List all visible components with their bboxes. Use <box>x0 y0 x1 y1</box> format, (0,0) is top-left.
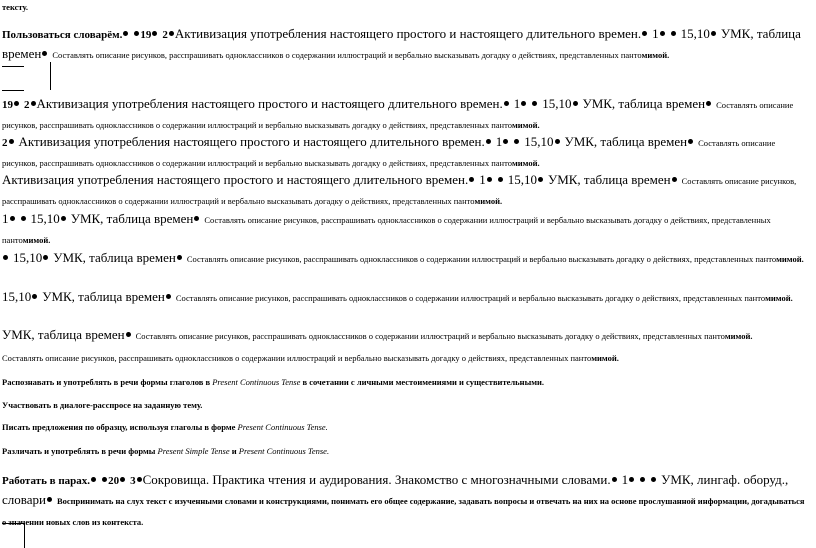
lesson-number: 19 <box>140 29 152 41</box>
lesson-activities: Составлять описание рисунков, расспрашивать одноклассников о содержании иллюстраций и вербально высказывать догадку о действиях, представленных пантомимой. <box>186 254 804 264</box>
lesson-activities: Составлять описание рисунков, расспрашивать одноклассников о содержании иллюстраций и вербально высказывать догадку о действиях, представленных пантомимой. <box>2 100 794 131</box>
bullet-icon <box>503 139 508 144</box>
bullet-icon <box>642 31 647 36</box>
lesson-part-number: 2 <box>24 99 30 111</box>
lesson-topic: Активизация употребления настоящего простого и настоящего длительного времен. <box>36 96 503 111</box>
lesson-row-date <box>2 287 808 307</box>
lesson-date: 15,10 <box>507 172 537 187</box>
hours-count: 1 <box>479 172 486 187</box>
lesson-row-19-full <box>2 24 808 65</box>
lesson-row-20 <box>2 470 808 531</box>
lesson-topic: Активизация употребления настоящего простого и настоящего длительного времен. <box>2 172 469 187</box>
bullet-icon <box>177 255 182 260</box>
skill-line-3: Писать предложения по образцу, используя глаголы в форме Present Continuous Tense. <box>2 422 328 432</box>
lesson-materials: УМК, лингаф. оборуд., словари <box>2 472 789 508</box>
lesson-part-number: 2 <box>2 137 8 149</box>
bullet-icon <box>42 51 47 56</box>
skill-line-1: Распознавать и употреблять в речи формы глаголов в Present Continuous Tense в сочетании с личными местоимениями и существительными. <box>2 377 545 387</box>
bullet-icon <box>31 101 36 106</box>
bullet-icon <box>3 255 8 260</box>
lesson-part-number: 3 <box>130 475 136 487</box>
bullet-icon <box>166 294 171 299</box>
bullet-icon <box>538 177 543 182</box>
bullet-icon <box>21 216 26 221</box>
skill-line-4: Различать и употреблять в речи формы Present Simple Tense и Present Continuous Tense. <box>2 446 330 456</box>
lesson-row-materials <box>2 325 808 345</box>
lesson-date: 15,10 <box>13 250 43 265</box>
bullet-icon <box>10 216 15 221</box>
bullet-icon <box>47 497 52 502</box>
bullet-icon <box>14 101 19 106</box>
lesson-materials: УМК, таблица времен <box>582 96 706 111</box>
lesson-topic: Активизация употребления настоящего простого и настоящего длительного времен. <box>18 134 485 149</box>
hours-count: 1 <box>621 472 629 487</box>
lesson-row-topic <box>2 170 808 211</box>
skill-line-2: Участвовать в диалоге-расспросе на заданную тему. <box>2 400 203 410</box>
lesson-row-activities: Составлять описание рисунков, расспрашивать одноклассников о содержании иллюстраций и вербально высказывать догадку о действиях, представленных пантомимой. <box>2 353 619 363</box>
lesson-topic: Активизация употребления настоящего простого и настоящего длительного времен. <box>174 26 642 41</box>
bullet-icon <box>9 139 14 144</box>
bullet-icon <box>514 139 519 144</box>
bullet-icon <box>629 477 634 482</box>
bullet-icon <box>134 31 139 36</box>
lesson-row-19 <box>2 94 808 135</box>
cell-border <box>50 62 51 90</box>
lesson-materials: УМК, таблица времен <box>53 250 176 265</box>
bullet-icon <box>671 31 676 36</box>
lesson-part-number: 2 <box>162 29 168 41</box>
bullet-icon <box>688 139 693 144</box>
lesson-activities: Составлять описание рисунков, расспрашивать одноклассников о содержании иллюстраций и вербально высказывать догадку о действиях, представленных пантомимой. <box>52 50 670 61</box>
bullet-icon <box>573 101 578 106</box>
lesson-number: 20 <box>108 475 120 487</box>
cell-rule <box>2 90 24 91</box>
bullet-icon <box>706 101 711 106</box>
lesson-activities: Составлять описание рисунков, расспрашивать одноклассников о содержании иллюстраций и вербально высказывать догадку о действиях, представленных пантомимой. <box>135 331 753 341</box>
lesson-date: 15,10 <box>524 134 554 149</box>
bullet-icon <box>486 139 491 144</box>
bullet-icon <box>91 477 96 482</box>
bullet-icon <box>640 477 645 482</box>
bullet-icon <box>169 31 174 36</box>
bullet-icon <box>651 477 656 482</box>
lesson-materials: УМК, таблица времен <box>548 172 671 187</box>
hours-count: 1 <box>513 96 521 111</box>
lesson-materials: УМК, таблица времен <box>564 134 688 149</box>
lesson-activities: Составлять описание рисунков, расспрашивать одноклассников о содержании иллюстраций и вербально высказывать догадку о действиях, представленных пантомимой. <box>175 293 793 303</box>
cell-rule <box>2 66 24 67</box>
bullet-icon <box>126 332 131 337</box>
lesson-date: 15,10 <box>30 211 60 226</box>
bullet-icon <box>504 101 509 106</box>
bullet-icon <box>660 31 665 36</box>
bullet-icon <box>555 139 560 144</box>
lesson-row-part-2 <box>2 132 808 173</box>
bullet-icon <box>532 101 537 106</box>
lesson-materials: УМК, таблица времен <box>42 289 165 304</box>
hours-count: 1 <box>2 211 9 226</box>
bullet-icon <box>711 31 716 36</box>
bullet-icon <box>32 294 37 299</box>
cell-rule <box>2 523 24 524</box>
bullet-icon <box>120 477 125 482</box>
lesson-topic: Сокровища. Практика чтения и аудирования. Знакомство с многозначными словами. <box>142 472 611 487</box>
lesson-materials: УМК, таблица времен <box>2 26 801 62</box>
top-fragment: тексту. <box>2 2 28 12</box>
lesson-activities: Воспринимать на слух текст с изученными словами и конструкциями, понимать его общее содержание, задавать вопросы и отвечать на них на основе прослушанной информации, догадываться о значении новых слов из контекста. <box>2 496 805 527</box>
bullet-icon <box>521 101 526 106</box>
bullet-icon <box>469 177 474 182</box>
lesson-row-hours <box>2 209 808 250</box>
cell-border <box>24 523 25 548</box>
bullet-icon <box>137 477 142 482</box>
bullet-icon <box>672 177 677 182</box>
hours-count: 1 <box>495 134 503 149</box>
row1-prefix: Пользоваться словарём. <box>2 29 123 41</box>
lesson-activities: Составлять описание рисунков, расспрашивать одноклассников о содержании иллюстраций и вербально высказывать догадку о действиях, представленных пантомимой. <box>2 138 776 169</box>
bullet-icon <box>123 31 128 36</box>
bullet-icon <box>61 216 66 221</box>
lesson-number: 19 <box>2 99 13 111</box>
lesson-date: 15,10 <box>2 289 32 304</box>
hours-count: 1 <box>652 26 659 41</box>
lesson-materials: УМК, таблица времен <box>70 211 194 226</box>
bullet-icon <box>43 255 48 260</box>
bullet-icon <box>194 216 199 221</box>
bullet-icon <box>612 477 617 482</box>
lesson-date: 15,10 <box>680 26 710 41</box>
row20-prefix: Работать в парах. <box>2 475 91 487</box>
lesson-date: 15,10 <box>542 96 572 111</box>
lesson-row-date-bullet <box>2 248 808 268</box>
bullet-icon <box>102 477 107 482</box>
bullet-icon <box>498 177 503 182</box>
lesson-materials: УМК, таблица времен <box>2 327 125 342</box>
lesson-activities: Составлять описание рисунков, расспрашивать одноклассников о содержании иллюстраций и вербально высказывать догадку о действиях, представленных пантомимой. <box>2 215 771 246</box>
bullet-icon <box>152 31 157 36</box>
bullet-icon <box>487 177 492 182</box>
lesson-activities: Составлять описание рисунков, расспрашивать одноклассников о содержании иллюстраций и вербально высказывать догадку о действиях, представленных пантомимой. <box>2 176 797 207</box>
